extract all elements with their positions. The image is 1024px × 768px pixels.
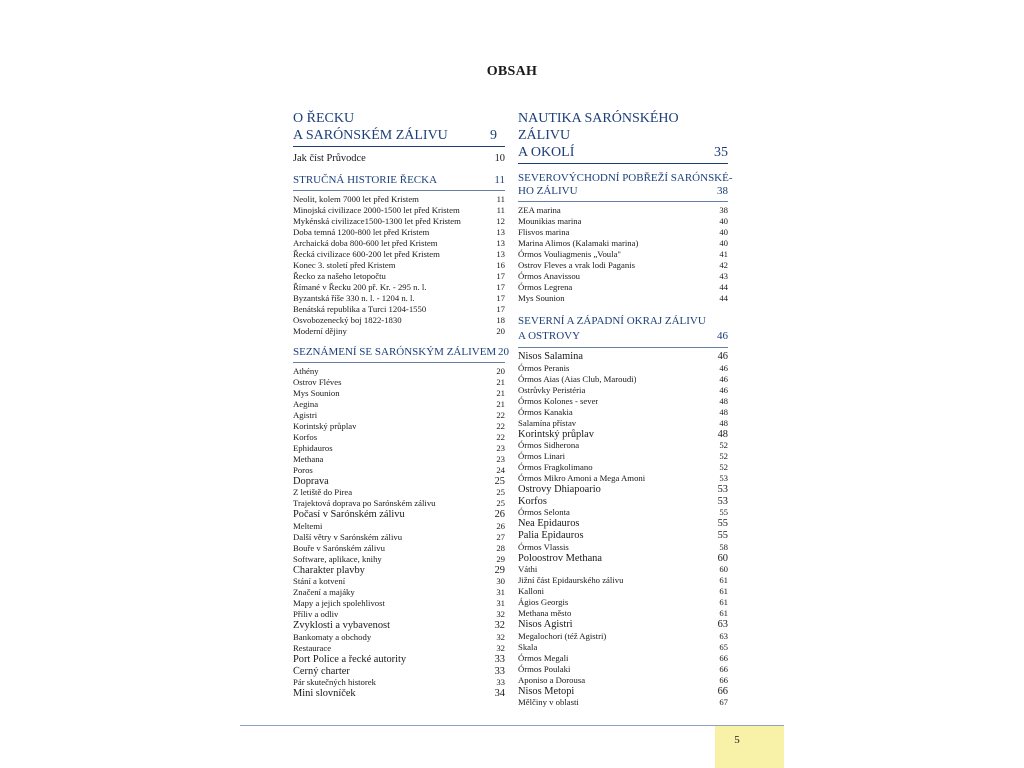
toc-entry[interactable]	[293, 521, 505, 532]
entry-label: Osvobozenecký boj 1822-1830	[293, 314, 402, 325]
entry-label: Órmos Anavissou	[518, 271, 581, 281]
entry-label: Černý charter	[293, 665, 350, 677]
toc-entry[interactable]	[518, 418, 728, 429]
entry-label: Konec 3. století před Kristem	[293, 259, 396, 270]
toc-entry[interactable]	[293, 399, 505, 410]
entry-label: Restaurace	[293, 642, 332, 653]
entry-page: 58	[719, 541, 728, 552]
entry-page: 17	[496, 303, 505, 314]
toc-entry[interactable]	[293, 498, 505, 509]
toc-section-heading[interactable]	[293, 345, 509, 359]
entry-label: Órmos Kanakia	[518, 406, 573, 417]
entry-label: Minojská civilizace 2000-1500 let před Kristem	[293, 204, 460, 215]
entry-label: Órmos Vouliagmenis „Voula"	[518, 249, 621, 259]
entry-label: Mys Sounion	[293, 387, 340, 398]
entry-page: 48	[719, 417, 728, 428]
toc-entry[interactable]	[518, 227, 728, 238]
toc-entry[interactable]	[293, 388, 505, 399]
entry-page: 63	[717, 619, 728, 631]
toc-subsection[interactable]	[518, 530, 728, 542]
entry-page: 20	[496, 325, 505, 336]
entry-page: 33	[496, 677, 505, 688]
toc-entry[interactable]	[293, 227, 505, 238]
entry-page: 53	[717, 484, 728, 496]
entry-label: Doprava	[293, 475, 329, 487]
toc-part-heading[interactable]	[293, 110, 505, 144]
toc-entry[interactable]	[518, 282, 728, 293]
toc-entry[interactable]	[293, 532, 505, 543]
entry-page: 21	[496, 398, 505, 409]
entry-label: Zvyklosti a vybavenost	[293, 620, 390, 632]
toc-entry[interactable]	[293, 454, 505, 465]
entry-page: 61	[719, 575, 728, 586]
toc-section-heading[interactable]	[518, 172, 733, 198]
entry-label: Órmos Legrena	[518, 282, 573, 292]
part-divider	[293, 146, 505, 147]
section-divider	[293, 362, 505, 363]
entry-page: 11	[496, 204, 505, 215]
entry-page: 46	[719, 384, 728, 395]
toc-subsection[interactable]	[293, 654, 505, 666]
entry-page: 34	[494, 688, 505, 700]
entry-label: Software, aplikace, knihy	[293, 553, 382, 564]
toc-entry[interactable]	[518, 440, 728, 451]
toc-entry[interactable]	[293, 487, 505, 498]
entry-label: Bankomaty a obchody	[293, 631, 372, 642]
entry-label: Nisos Metopi	[518, 685, 575, 697]
entry-label: Jižní část Epidaurského zálivu	[518, 575, 624, 586]
page-number: 5	[734, 734, 740, 746]
part-page-number: 35	[714, 145, 728, 160]
entry-page: 60	[717, 552, 728, 564]
section-page-number: 46	[717, 330, 728, 342]
toc-entry[interactable]	[518, 271, 728, 282]
toc-subsection[interactable]	[293, 509, 505, 521]
entry-page: 13	[496, 248, 505, 259]
toc-entry[interactable]	[293, 271, 505, 282]
toc-entry[interactable]	[518, 385, 728, 396]
entry-label: Byzantská říše 330 n. l. - 1204 n. l.	[293, 292, 415, 303]
entry-page: 18	[496, 314, 505, 325]
entry-label: Nea Epidauros	[518, 518, 580, 530]
entry-label: Korfos	[518, 495, 547, 507]
entry-label: Aponiso a Dorousa	[518, 674, 586, 685]
entry-label: Stání a kotvení	[293, 576, 346, 587]
page-title: OBSAH	[486, 64, 538, 79]
entry-page: 25	[496, 498, 505, 509]
entry-label: Órmos Fragkolimano	[518, 462, 593, 473]
section-divider	[293, 190, 505, 191]
part-title-line2: A SARÓNSKÉM ZÁLIVU	[293, 128, 448, 143]
toc-entry[interactable]	[293, 643, 505, 654]
entry-label: Órmos Linari	[518, 451, 566, 462]
toc-entry[interactable]	[293, 293, 505, 304]
entry-page: 13	[496, 226, 505, 237]
entry-label: Doba temná 1200-800 let před Kristem	[293, 226, 430, 237]
toc-entry[interactable]	[293, 216, 505, 227]
toc-entry[interactable]	[293, 238, 505, 249]
toc-entry[interactable]	[293, 677, 505, 688]
entry-page: 60	[719, 564, 728, 575]
toc-subsection[interactable]	[518, 553, 728, 565]
entry-page: 31	[496, 598, 505, 609]
entry-label: Nisos Salamina	[518, 351, 583, 362]
entry-label: Skala	[518, 641, 538, 652]
entry-label: Nisos Agistri	[518, 619, 573, 631]
entry-page: 66	[719, 663, 728, 674]
toc-entry[interactable]	[518, 697, 728, 708]
entry-page: 22	[496, 420, 505, 431]
toc-entry[interactable]	[518, 664, 728, 675]
entry-label: Z letiště do Pirea	[293, 487, 353, 498]
entry-page: 20	[496, 365, 505, 376]
toc-entry-list	[293, 194, 505, 337]
toc-entry[interactable]	[293, 249, 505, 260]
entry-page: 48	[719, 406, 728, 417]
entry-page: 40	[719, 216, 728, 226]
toc-entry[interactable]	[518, 564, 728, 575]
entry-label: Bouře v Sarónském zálivu	[293, 542, 385, 553]
section-page-number: 20	[498, 345, 509, 358]
entry-page: 55	[719, 507, 728, 518]
part-page-number: 9	[490, 128, 497, 143]
toc-subsection[interactable]	[293, 688, 505, 700]
toc-entry[interactable]	[518, 260, 728, 271]
entry-label: Příliv a odliv	[293, 609, 339, 620]
toc-subsection[interactable]	[518, 619, 728, 631]
section-divider	[518, 347, 728, 348]
entry-page: 11	[496, 193, 505, 204]
toc-entry[interactable]	[293, 609, 505, 620]
toc-entry-list	[518, 351, 728, 708]
toc-entry[interactable]	[293, 194, 505, 205]
toc-entry[interactable]	[518, 374, 728, 385]
entry-page: 67	[719, 697, 728, 708]
section-title: STRUČNÁ HISTORIE ŘECKA	[293, 173, 438, 186]
entry-page: 52	[719, 440, 728, 451]
toc-subsection[interactable]	[293, 620, 505, 632]
toc-entry[interactable]	[518, 249, 728, 260]
part-title-line2: A OKOLÍ	[518, 145, 575, 160]
entry-page: 55	[717, 529, 728, 541]
entry-label: Benátská republika a Turci 1204-1550	[293, 303, 427, 314]
toc-right-column	[518, 110, 733, 708]
toc-section-heading[interactable]	[518, 314, 728, 344]
toc-entry[interactable]	[293, 543, 505, 554]
entry-page: 29	[494, 564, 505, 576]
entry-label: Ostrov Fleves a vrak lodi Paganis	[518, 260, 636, 270]
entry-page: 26	[496, 520, 505, 531]
entry-label: Órmos Selonta	[518, 507, 570, 518]
section-page-number: 11	[494, 173, 505, 186]
toc-entry[interactable]	[518, 293, 728, 304]
toc-subsection[interactable]	[293, 476, 505, 488]
entry-page: 61	[719, 608, 728, 619]
toc-entry[interactable]	[518, 653, 728, 664]
entry-label: Ostrov Fléves	[293, 376, 342, 387]
entry-page: 42	[719, 260, 728, 270]
toc-entry[interactable]	[518, 642, 728, 653]
entry-label: Flisvos marina	[518, 227, 570, 237]
entry-label: Řecko za našeho letopočtu	[293, 270, 386, 281]
toc-subsection[interactable]	[293, 565, 505, 577]
toc-entry[interactable]	[518, 396, 728, 407]
entry-page: 48	[719, 395, 728, 406]
entry-label: Další větry v Sarónském zálivu	[293, 531, 403, 542]
entry-label: Megalochori (též Agistri)	[518, 630, 607, 641]
entry-page: 10	[494, 153, 505, 164]
entry-page: 66	[717, 685, 728, 697]
toc-subsection[interactable]	[518, 351, 728, 363]
section-title-line1: SEVEROVÝCHODNÍ POBŘEŽÍ SARÓNSKÉ-	[518, 172, 733, 184]
entry-label: Řecká civilizace 600-200 let před Kristem	[293, 248, 440, 259]
entry-page: 32	[496, 609, 505, 620]
entry-label: Mys Sounion	[518, 293, 565, 303]
toc-entry[interactable]	[293, 366, 505, 377]
entry-page: 17	[496, 270, 505, 281]
entry-page: 44	[719, 293, 728, 303]
entry-label: Órmos Poulaki	[518, 663, 571, 674]
part-title-line1: O ŘECKU	[293, 111, 355, 126]
entry-label: Jak číst Průvodce	[293, 153, 366, 164]
entry-label: Meltemi	[293, 520, 323, 531]
toc-entry[interactable]	[293, 282, 505, 293]
section-divider	[518, 201, 728, 202]
section-title: SEZNÁMENÍ SE SARÓNSKÝM ZÁLIVEM	[293, 345, 497, 358]
entry-page: 22	[496, 409, 505, 420]
entry-label: Órmos Vlassis	[518, 541, 569, 552]
toc-entry-list	[293, 366, 505, 700]
entry-page: 52	[719, 451, 728, 462]
entry-page: 46	[719, 373, 728, 384]
entry-page: 25	[494, 475, 505, 487]
entry-page: 65	[719, 641, 728, 652]
entry-page: 63	[719, 630, 728, 641]
toc-entry[interactable]	[293, 432, 505, 443]
toc-subsection[interactable]	[518, 484, 728, 496]
entry-label: Salamína přístav	[518, 417, 577, 428]
part-title-line1: NAUTIKA SARÓNSKÉHO ZÁLIVU	[518, 111, 679, 143]
entry-page: 33	[494, 665, 505, 677]
toc-entry[interactable]	[293, 260, 505, 271]
entry-page: 25	[496, 487, 505, 498]
toc-entry[interactable]	[518, 575, 728, 586]
entry-page: 24	[496, 464, 505, 475]
entry-page: 48	[717, 428, 728, 440]
section-title-line1: SEVERNÍ A ZÁPADNÍ OKRAJ ZÁLIVU	[518, 315, 706, 327]
entry-page: 43	[719, 271, 728, 281]
toc-entry[interactable]	[293, 632, 505, 643]
entry-page: 16	[496, 259, 505, 270]
toc-subsection[interactable]	[518, 518, 728, 530]
entry-label: Aegina	[293, 398, 319, 409]
toc-entry[interactable]	[518, 205, 728, 216]
entry-label: Athény	[293, 365, 319, 376]
toc-entry[interactable]	[293, 587, 505, 598]
entry-label: Ephidauros	[293, 442, 333, 453]
toc-entry[interactable]	[293, 315, 505, 326]
entry-label: Poros	[293, 464, 313, 475]
entry-label: Pár skutečných historek	[293, 677, 376, 688]
entry-page: 40	[719, 227, 728, 237]
entry-label: Órmos Sidherona	[518, 440, 580, 451]
entry-page: 66	[719, 674, 728, 685]
entry-page: 55	[717, 518, 728, 530]
entry-page: 53	[717, 495, 728, 507]
toc-entry[interactable]	[518, 473, 728, 484]
toc-entry[interactable]	[293, 153, 505, 165]
entry-page: 33	[494, 653, 505, 665]
entry-label: Mykénská civilizace1500-1300 let před Kristem	[293, 215, 461, 226]
entry-page: 32	[496, 631, 505, 642]
entry-page: 41	[719, 249, 728, 259]
toc-entry[interactable]	[293, 443, 505, 454]
entry-label: ZEA marina	[518, 205, 561, 215]
entry-label: Port Police a řecké autority	[293, 653, 407, 665]
entry-page: 23	[496, 453, 505, 464]
entry-page: 38	[719, 205, 728, 215]
entry-page: 32	[494, 620, 505, 632]
entry-label: Ágios Georgis	[518, 597, 569, 608]
entry-label: Charakter plavby	[293, 564, 365, 576]
entry-label: Marina Alimos (Kalamaki marina)	[518, 238, 639, 248]
entry-label: Palia Epidauros	[518, 529, 584, 541]
toc-entry[interactable]	[293, 326, 505, 337]
entry-label: Značení a majáky	[293, 587, 355, 598]
entry-label: Órmos Aias (Aias Club, Maroudi)	[518, 373, 637, 384]
entry-label: Moderní dějiny	[293, 325, 347, 336]
page-number-box	[715, 726, 784, 768]
toc-subsection[interactable]	[518, 686, 728, 698]
toc-entry[interactable]	[518, 542, 728, 553]
toc-entry[interactable]	[293, 205, 505, 216]
entry-label: Mělčiny v oblasti	[518, 697, 579, 708]
toc-entry[interactable]	[518, 216, 728, 227]
entry-label: Órmos Mikro Amoni a Mega Amoni	[518, 473, 646, 484]
entry-label: Ostrovy Dhiapoario	[518, 484, 601, 496]
entry-page: 46	[717, 351, 728, 362]
toc-subsection[interactable]	[518, 496, 728, 508]
entry-page: 46	[719, 362, 728, 373]
section-title-line2: HO ZÁLIVU	[518, 185, 578, 197]
entry-label: Korintský průplav	[518, 428, 594, 440]
entry-label: Archaická doba 800-600 let před Kristem	[293, 237, 438, 248]
toc-entry-list	[518, 205, 728, 304]
entry-page: 22	[496, 431, 505, 442]
entry-page: 29	[496, 553, 505, 564]
toc-part-heading[interactable]	[518, 110, 728, 161]
entry-page: 32	[496, 642, 505, 653]
toc-entry[interactable]	[293, 304, 505, 315]
toc-entry[interactable]	[518, 608, 728, 619]
entry-page: 17	[496, 281, 505, 292]
entry-page: 27	[496, 531, 505, 542]
toc-subsection[interactable]	[293, 666, 505, 678]
toc-entry[interactable]	[518, 631, 728, 642]
part-divider	[518, 163, 728, 164]
entry-page: 53	[719, 473, 728, 484]
entry-label: Neolit, kolem 7000 let před Kristem	[293, 193, 419, 204]
entry-label: Órmos Kolones - sever	[518, 395, 599, 406]
entry-label: Mini slovníček	[293, 688, 356, 700]
toc-entry[interactable]	[518, 507, 728, 518]
entry-label: Počasí v Sarónském zálivu	[293, 509, 405, 521]
entry-page: 40	[719, 238, 728, 248]
section-page-number: 38	[717, 185, 728, 197]
toc-entry[interactable]	[293, 465, 505, 476]
toc-entry[interactable]	[518, 462, 728, 473]
entry-page: 66	[719, 652, 728, 663]
entry-label: Agistri	[293, 409, 318, 420]
entry-page: 23	[496, 442, 505, 453]
toc-entry[interactable]	[518, 238, 728, 249]
entry-page: 17	[496, 292, 505, 303]
entry-label: Methana	[293, 453, 324, 464]
footer-divider	[240, 725, 784, 726]
section-title-line2: A OSTROVY	[518, 330, 581, 342]
entry-label: Kalloni	[518, 586, 545, 597]
entry-page: 12	[496, 215, 505, 226]
entry-page: 44	[719, 282, 728, 292]
toc-entry[interactable]	[518, 586, 728, 597]
entry-label: Korfos	[293, 431, 318, 442]
entry-page: 13	[496, 237, 505, 248]
toc-entry[interactable]	[293, 410, 505, 421]
toc-entry[interactable]	[518, 675, 728, 686]
toc-section-heading[interactable]	[293, 174, 505, 187]
entry-page: 61	[719, 586, 728, 597]
toc-entry[interactable]	[293, 421, 505, 432]
toc-entry[interactable]	[293, 377, 505, 388]
entry-page: 28	[496, 542, 505, 553]
entry-page: 30	[496, 576, 505, 587]
entry-label: Methana město	[518, 608, 572, 619]
entry-label: Korintský průplav	[293, 420, 357, 431]
toc-left-column	[293, 110, 509, 700]
entry-label: Órmos Megali	[518, 652, 569, 663]
entry-label: Poloostrov Methana	[518, 552, 602, 564]
toc-entry[interactable]	[293, 576, 505, 587]
entry-label: Mapy a jejich spolehlivost	[293, 598, 385, 609]
toc-entry[interactable]	[293, 554, 505, 565]
entry-page: 21	[496, 387, 505, 398]
toc-subsection[interactable]	[518, 429, 728, 441]
toc-entry[interactable]	[518, 597, 728, 608]
entry-page: 31	[496, 587, 505, 598]
entry-label: Váthi	[518, 564, 538, 575]
entry-page: 61	[719, 597, 728, 608]
entry-label: Ostrůvky Peristéria	[518, 384, 586, 395]
toc-entry[interactable]	[293, 598, 505, 609]
entry-page: 21	[496, 376, 505, 387]
toc-entry[interactable]	[518, 451, 728, 462]
toc-entry[interactable]	[518, 407, 728, 418]
entry-page: 26	[494, 509, 505, 521]
entry-label: Órmos Peranis	[518, 362, 570, 373]
entry-page: 52	[719, 462, 728, 473]
entry-label: Římané v Řecku 200 př. Kr. - 295 n. l.	[293, 281, 427, 292]
toc-entry[interactable]	[518, 363, 728, 374]
entry-label: Mounikias marina	[518, 216, 582, 226]
entry-label: Trajektová doprava po Sarónském zálivu	[293, 498, 436, 509]
